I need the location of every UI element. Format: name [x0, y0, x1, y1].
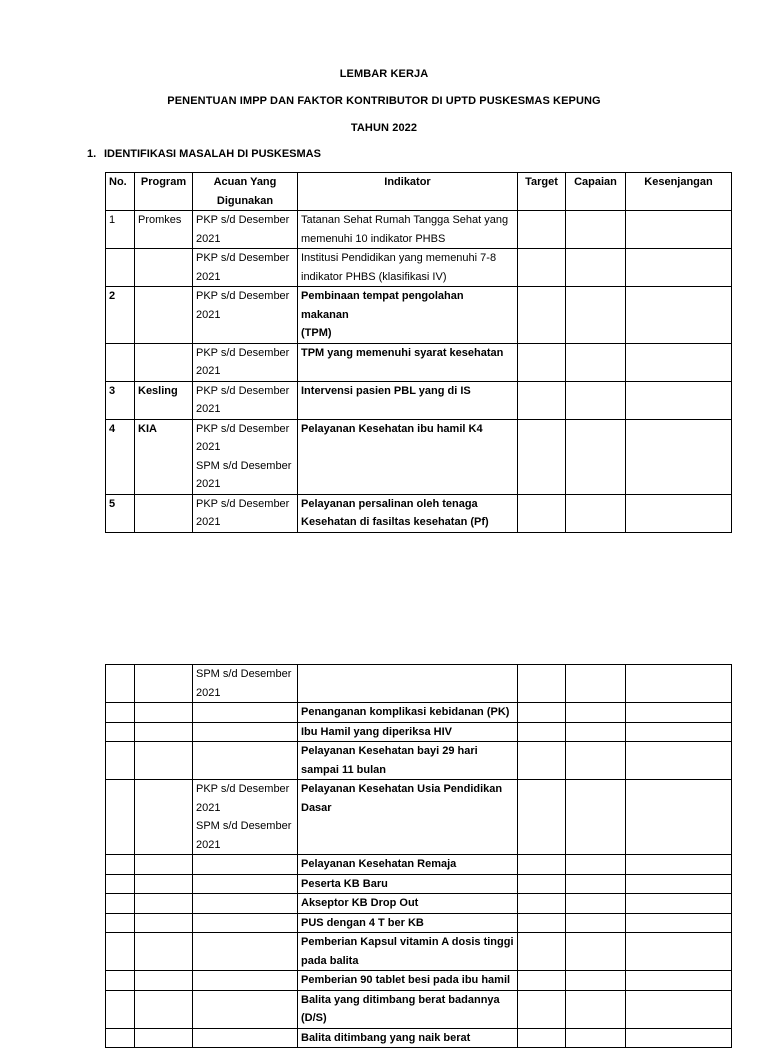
cell-indikator: Pelayanan Kesehatan bayi 29 hari sampai 11 bulan — [298, 742, 518, 780]
table-row — [106, 855, 732, 875]
cell-indikator: Pelayanan persalinan oleh tenaga Kesehatan di fasiltas kesehatan (Pf) — [298, 494, 518, 532]
cell-program — [135, 494, 193, 532]
cell-indikator: Peserta KB Baru — [298, 874, 518, 894]
cell-program — [135, 874, 193, 894]
document-subtitle: PENENTUAN IMPP DAN FAKTOR KONTRIBUTOR DI UPTD PUSKESMAS KEPUNG — [167, 95, 601, 107]
cell-acuan: PKP s/d Desember 2021 — [193, 287, 298, 344]
column-header-target: Target — [518, 173, 566, 211]
cell-indikator: TPM yang memenuhi syarat kesehatan — [298, 343, 518, 381]
cell-program — [135, 1028, 193, 1048]
cell-no — [106, 249, 135, 287]
table-row — [106, 742, 732, 780]
cell-target — [518, 971, 566, 991]
cell-kesenjangan — [626, 1028, 732, 1048]
cell-target — [518, 703, 566, 723]
cell-target — [518, 742, 566, 780]
column-header-no: No. — [106, 173, 135, 211]
cell-kesenjangan — [626, 494, 732, 532]
cell-target — [518, 343, 566, 381]
table-row — [106, 249, 732, 287]
cell-kesenjangan — [626, 419, 732, 494]
cell-target — [518, 1028, 566, 1048]
column-header-capaian: Capaian — [566, 173, 626, 211]
table-row — [106, 381, 732, 419]
cell-indikator: Pemberian Kapsul vitamin A dosis tinggi pada balita — [298, 933, 518, 971]
cell-program: KIA — [135, 419, 193, 494]
cell-kesenjangan — [626, 971, 732, 991]
cell-program — [135, 990, 193, 1028]
document-title: LEMBAR KERJA — [339, 68, 429, 80]
cell-kesenjangan — [626, 742, 732, 780]
cell-acuan — [193, 855, 298, 875]
cell-program — [135, 913, 193, 933]
cell-kesenjangan — [626, 343, 732, 381]
cell-program: Kesling — [135, 381, 193, 419]
table-header-row — [106, 173, 732, 211]
table-row — [106, 933, 732, 971]
cell-target — [518, 419, 566, 494]
cell-indikator: Pemberian 90 tablet besi pada ibu hamil — [298, 971, 518, 991]
cell-indikator: Balita ditimbang yang naik berat — [298, 1028, 518, 1048]
cell-acuan — [193, 874, 298, 894]
cell-capaian — [566, 703, 626, 723]
cell-target — [518, 894, 566, 914]
cell-acuan — [193, 703, 298, 723]
cell-program — [135, 855, 193, 875]
cell-acuan: PKP s/d Desember 2021 — [193, 381, 298, 419]
cell-no: 1 — [106, 211, 135, 249]
table-row — [106, 971, 732, 991]
cell-acuan: PKP s/d Desember 2021 — [193, 343, 298, 381]
cell-target — [518, 381, 566, 419]
cell-no — [106, 933, 135, 971]
cell-program — [135, 249, 193, 287]
cell-program — [135, 971, 193, 991]
cell-program — [135, 665, 193, 703]
problem-identification-table-continued — [105, 664, 732, 1048]
table-row — [106, 419, 732, 494]
cell-capaian — [566, 211, 626, 249]
cell-capaian — [566, 742, 626, 780]
cell-capaian — [566, 971, 626, 991]
cell-capaian — [566, 990, 626, 1028]
cell-capaian — [566, 343, 626, 381]
cell-capaian — [566, 933, 626, 971]
cell-program — [135, 933, 193, 971]
cell-capaian — [566, 665, 626, 703]
section-title: IDENTIFIKASI MASALAH DI PUSKESMAS — [104, 148, 321, 160]
cell-target — [518, 722, 566, 742]
cell-kesenjangan — [626, 287, 732, 344]
cell-kesenjangan — [626, 211, 732, 249]
cell-no — [106, 343, 135, 381]
cell-no — [106, 780, 135, 855]
cell-capaian — [566, 913, 626, 933]
table-row — [106, 990, 732, 1028]
table-row — [106, 1028, 732, 1048]
cell-target — [518, 874, 566, 894]
table-row — [106, 874, 732, 894]
cell-indikator: Balita yang ditimbang berat badannya (D/S) — [298, 990, 518, 1028]
table-row — [106, 780, 732, 855]
cell-indikator: Penanganan komplikasi kebidanan (PK) — [298, 703, 518, 723]
cell-no — [106, 722, 135, 742]
cell-kesenjangan — [626, 665, 732, 703]
cell-indikator: Tatanan Sehat Rumah Tangga Sehat yang memenuhi 10 indikator PHBS — [298, 211, 518, 249]
cell-capaian — [566, 1028, 626, 1048]
cell-acuan — [193, 1028, 298, 1048]
cell-acuan: PKP s/d Desember 2021 — [193, 249, 298, 287]
cell-no — [106, 894, 135, 914]
cell-kesenjangan — [626, 894, 732, 914]
cell-target — [518, 780, 566, 855]
cell-target — [518, 287, 566, 344]
cell-acuan — [193, 894, 298, 914]
cell-target — [518, 494, 566, 532]
cell-program — [135, 343, 193, 381]
cell-target — [518, 211, 566, 249]
table-row — [106, 287, 732, 344]
cell-capaian — [566, 381, 626, 419]
cell-capaian — [566, 722, 626, 742]
document-year: TAHUN 2022 — [350, 122, 418, 134]
cell-capaian — [566, 855, 626, 875]
cell-no: 2 — [106, 287, 135, 344]
cell-capaian — [566, 874, 626, 894]
section-heading — [87, 148, 321, 160]
table-row — [106, 913, 732, 933]
cell-acuan: PKP s/d Desember 2021 SPM s/d Desember 2021 — [193, 780, 298, 855]
cell-capaian — [566, 494, 626, 532]
cell-indikator: Ibu Hamil yang diperiksa HIV — [298, 722, 518, 742]
cell-program — [135, 742, 193, 780]
cell-acuan — [193, 990, 298, 1028]
cell-no: 5 — [106, 494, 135, 532]
column-header-acuan: Acuan Yang Digunakan — [193, 173, 298, 211]
cell-no — [106, 855, 135, 875]
cell-acuan — [193, 971, 298, 991]
cell-kesenjangan — [626, 249, 732, 287]
cell-acuan — [193, 913, 298, 933]
cell-indikator: PUS dengan 4 T ber KB — [298, 913, 518, 933]
cell-indikator — [298, 665, 518, 703]
cell-program — [135, 894, 193, 914]
cell-no — [106, 742, 135, 780]
cell-no — [106, 913, 135, 933]
cell-indikator: Pelayanan Kesehatan Remaja — [298, 855, 518, 875]
table-row — [106, 343, 732, 381]
cell-target — [518, 913, 566, 933]
cell-acuan: SPM s/d Desember 2021 — [193, 665, 298, 703]
table-row — [106, 665, 732, 703]
table-row — [106, 494, 732, 532]
cell-indikator: Akseptor KB Drop Out — [298, 894, 518, 914]
cell-acuan — [193, 722, 298, 742]
cell-target — [518, 855, 566, 875]
cell-kesenjangan — [626, 780, 732, 855]
cell-capaian — [566, 780, 626, 855]
cell-kesenjangan — [626, 703, 732, 723]
table-row — [106, 211, 732, 249]
problem-identification-table — [105, 172, 732, 533]
cell-target — [518, 990, 566, 1028]
cell-program — [135, 722, 193, 742]
cell-no — [106, 971, 135, 991]
table-row — [106, 894, 732, 914]
cell-no — [106, 874, 135, 894]
cell-acuan: PKP s/d Desember 2021 — [193, 494, 298, 532]
cell-acuan — [193, 933, 298, 971]
cell-no: 4 — [106, 419, 135, 494]
cell-program — [135, 780, 193, 855]
section-number: 1. — [87, 148, 97, 160]
cell-capaian — [566, 894, 626, 914]
cell-kesenjangan — [626, 722, 732, 742]
cell-program — [135, 703, 193, 723]
cell-acuan: PKP s/d Desember 2021 — [193, 211, 298, 249]
cell-kesenjangan — [626, 913, 732, 933]
cell-acuan: PKP s/d Desember 2021 SPM s/d Desember 2021 — [193, 419, 298, 494]
cell-target — [518, 933, 566, 971]
column-header-program: Program — [135, 173, 193, 211]
cell-indikator: Pelayanan Kesehatan ibu hamil K4 — [298, 419, 518, 494]
cell-kesenjangan — [626, 874, 732, 894]
cell-program — [135, 287, 193, 344]
cell-kesenjangan — [626, 855, 732, 875]
cell-capaian — [566, 287, 626, 344]
cell-kesenjangan — [626, 381, 732, 419]
cell-acuan — [193, 742, 298, 780]
column-header-indikator: Indikator — [298, 173, 518, 211]
cell-indikator: Intervensi pasien PBL yang di IS — [298, 381, 518, 419]
cell-no: 3 — [106, 381, 135, 419]
cell-kesenjangan — [626, 990, 732, 1028]
cell-no — [106, 703, 135, 723]
table-row — [106, 722, 732, 742]
cell-capaian — [566, 419, 626, 494]
cell-kesenjangan — [626, 933, 732, 971]
cell-capaian — [566, 249, 626, 287]
cell-no — [106, 1028, 135, 1048]
table-row — [106, 703, 732, 723]
cell-target — [518, 249, 566, 287]
cell-no — [106, 990, 135, 1028]
cell-indikator: Pelayanan Kesehatan Usia Pendidikan Dasar — [298, 780, 518, 855]
cell-indikator: Pembinaan tempat pengolahan makanan (TPM) — [298, 287, 518, 344]
cell-target — [518, 665, 566, 703]
cell-program: Promkes — [135, 211, 193, 249]
cell-indikator: Institusi Pendidikan yang memenuhi 7-8 indikator PHBS (klasifikasi IV) — [298, 249, 518, 287]
column-header-kesenjangan: Kesenjangan — [626, 173, 732, 211]
cell-no — [106, 665, 135, 703]
